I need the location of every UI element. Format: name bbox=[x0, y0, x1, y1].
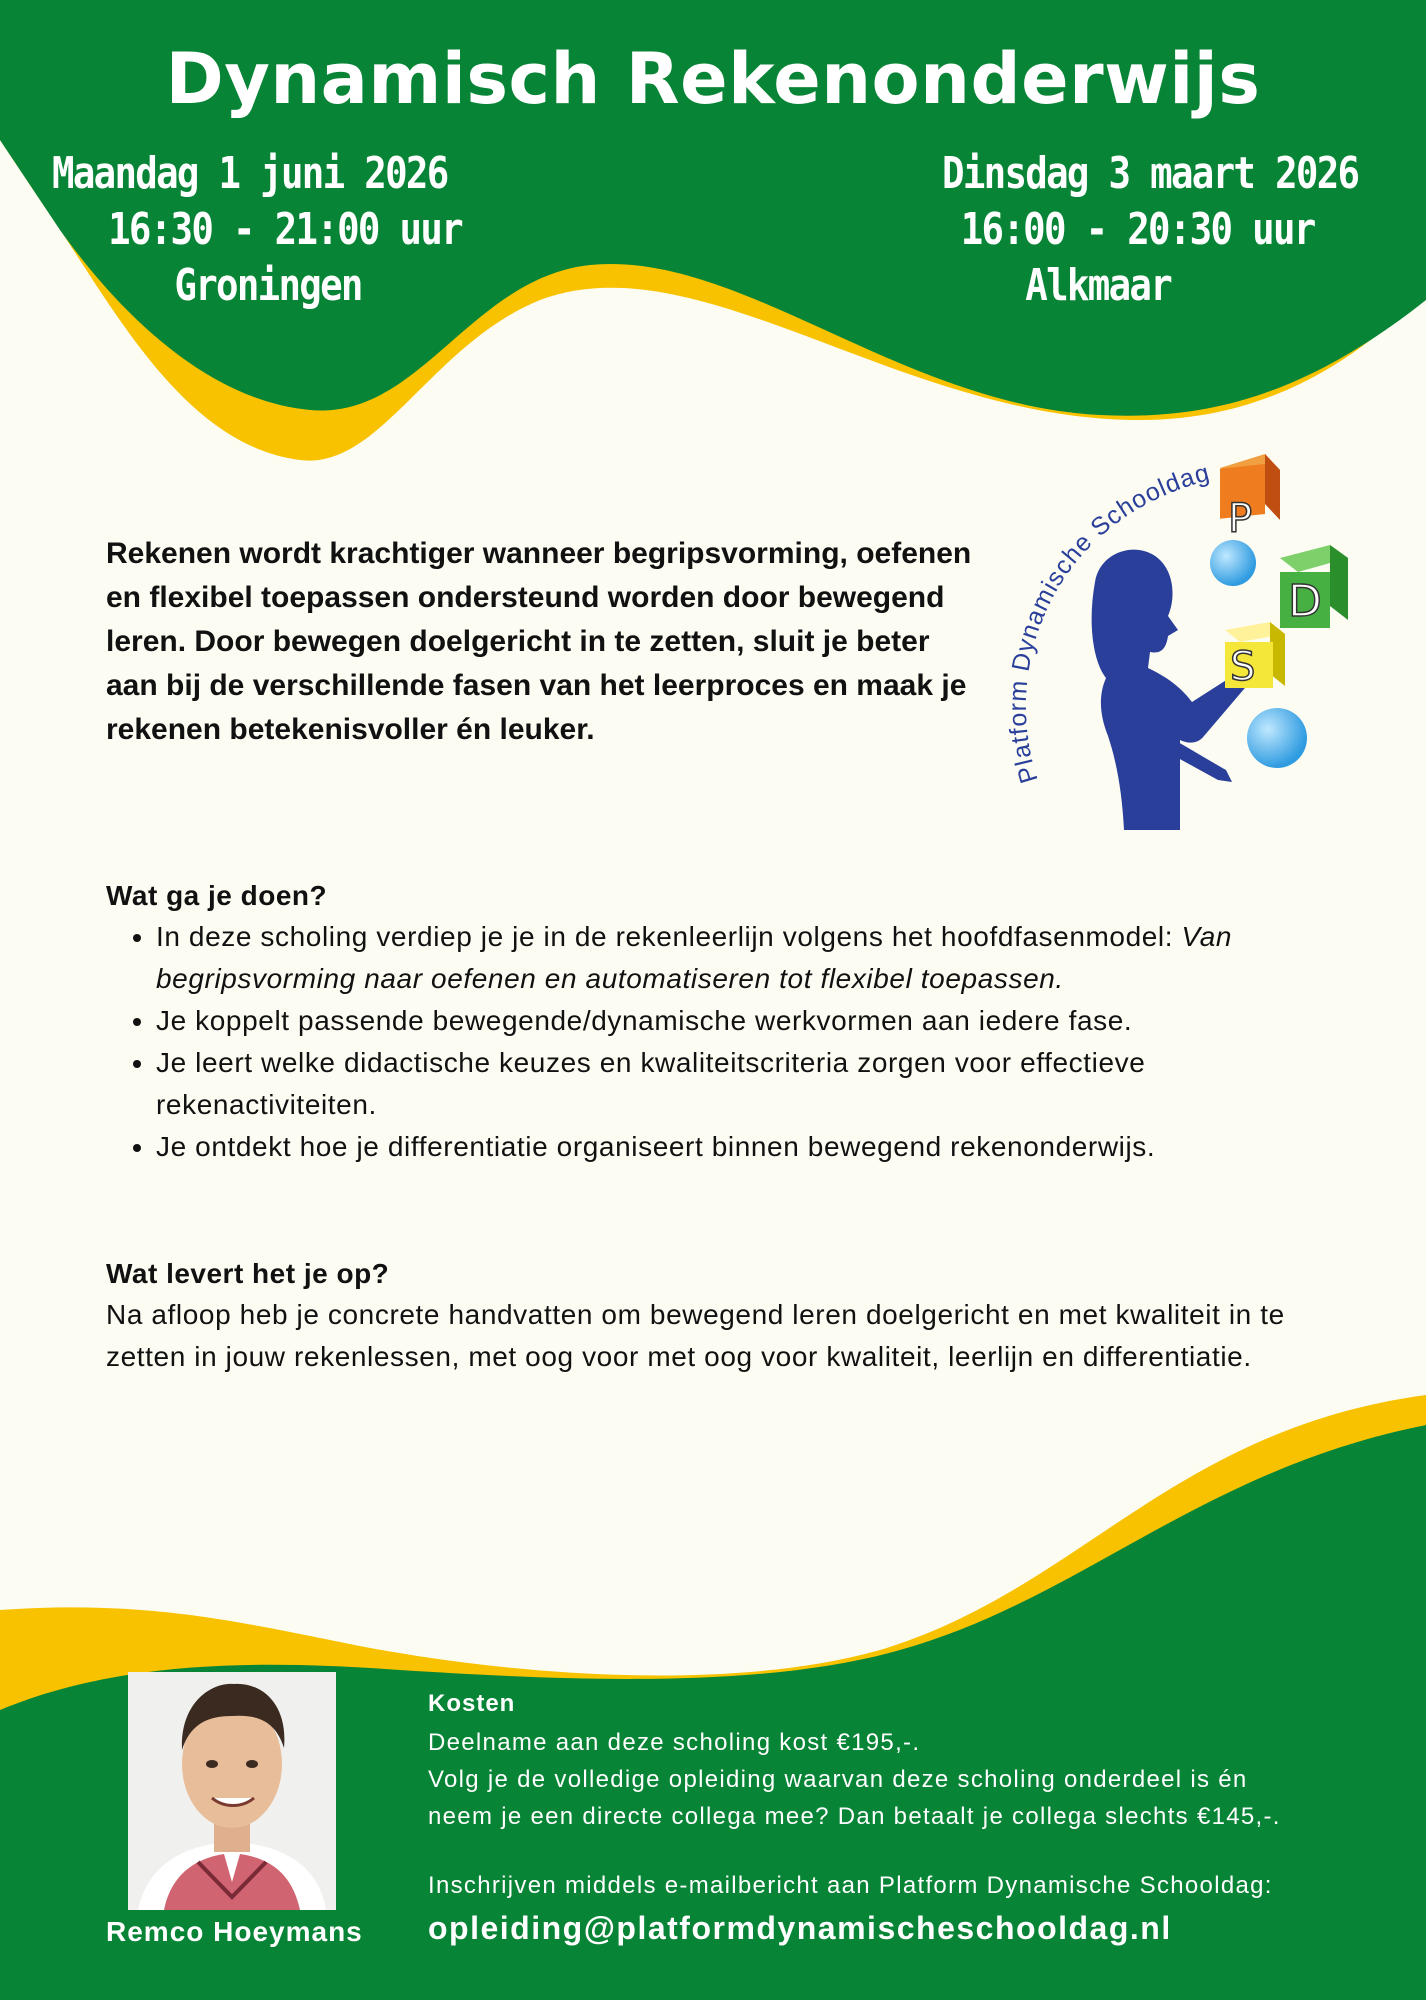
price-line: Deelname aan deze scholing kost €195,-. bbox=[428, 1729, 921, 1756]
event-alkmaar bbox=[942, 146, 1358, 314]
section-body: Na afloop heb je concrete handvatten om bewegend leren doelgericht en met kwaliteit in te zetten in jouw rekenlessen, met oog voor met oog voor kwaliteit, leerlijn en differentiatie. bbox=[106, 1299, 1285, 1372]
list-item: • Je koppelt passende bewegende/dynamische werkvormen aan iedere fase. bbox=[156, 1000, 1346, 1042]
wat-levert-section bbox=[106, 1258, 1336, 1378]
section-title: Wat ga je doen? bbox=[106, 880, 328, 911]
list-item: • In deze scholing verdiep je je in de rekenleerlijn volgens het hoofdfasenmodel: Van begripsvorming naar oefenen en automatiseren tot flexibel toepassen. bbox=[156, 916, 1346, 1000]
svg-text:P: P bbox=[1228, 496, 1253, 542]
page-title: Dynamisch Rekenonderwijs bbox=[165, 38, 1261, 120]
trainer-name: Remco Hoeymans bbox=[106, 1916, 363, 1947]
ball-icon bbox=[1210, 540, 1256, 586]
wat-ga-je-doen-section bbox=[106, 880, 1346, 1168]
event-place: Alkmaar bbox=[1025, 260, 1172, 311]
svg-text:S: S bbox=[1230, 644, 1256, 690]
ball-icon bbox=[1247, 708, 1307, 768]
event-day: Maandag 1 juni 2026 bbox=[52, 148, 448, 199]
signup-line: Inschrijven middels e-mailbericht aan Platform Dynamische Schooldag: bbox=[428, 1872, 1273, 1899]
discount-line: Volg je de volledige opleiding waarvan deze scholing onderdeel is én bbox=[428, 1766, 1248, 1793]
intro-paragraph: Rekenen wordt krachtiger wanneer begripsvorming, oefenen en flexibel toepassen ondersteund worden door bewegend leren. Door bewegen doelgericht in te zetten, sluit je beter aan bij de verschillende fasen van het leerproces en maak je rekenen betekenisvoller én leuker. bbox=[106, 537, 972, 746]
section-title: Kosten bbox=[428, 1690, 516, 1717]
discount-line: neem je een directe collega mee? Dan betaalt je collega slechts €145,-. bbox=[428, 1803, 1281, 1830]
event-time: 16:30 - 21:00 uur bbox=[108, 204, 462, 255]
list-item: • Je leert welke didactische keuzes en kwaliteitscriteria zorgen voor effectieve rekenactiviteiten. bbox=[156, 1042, 1346, 1126]
email-link[interactable]: opleiding@platformdynamischeschooldag.nl bbox=[428, 1910, 1172, 1946]
trainer-photo bbox=[128, 1672, 336, 1910]
cube-d bbox=[1280, 545, 1348, 628]
event-time: 16:00 - 20:30 uur bbox=[960, 204, 1315, 255]
kosten-section bbox=[428, 1690, 1388, 1904]
emphasis-text: Van begripsvorming naar oefenen en automatiseren tot flexibel toepassen. bbox=[156, 921, 1233, 994]
event-place: Groningen bbox=[174, 260, 362, 311]
activity-list bbox=[106, 916, 1346, 1168]
logo-arc-text: Platform Dynamische Schooldag bbox=[1003, 458, 1213, 787]
event-day: Dinsdag 3 maart 2026 bbox=[942, 148, 1359, 199]
cube-s bbox=[1225, 622, 1285, 690]
person-photo-icon bbox=[128, 1672, 336, 1910]
cube-p bbox=[1220, 454, 1280, 542]
pds-logo bbox=[980, 440, 1380, 840]
svg-text:D: D bbox=[1288, 576, 1322, 627]
event-groningen bbox=[52, 146, 462, 314]
list-item: • Je ontdekt hoe je differentiatie organiseert binnen bewegend rekenonderwijs. bbox=[156, 1126, 1346, 1168]
section-title: Wat levert het je op? bbox=[106, 1258, 390, 1289]
